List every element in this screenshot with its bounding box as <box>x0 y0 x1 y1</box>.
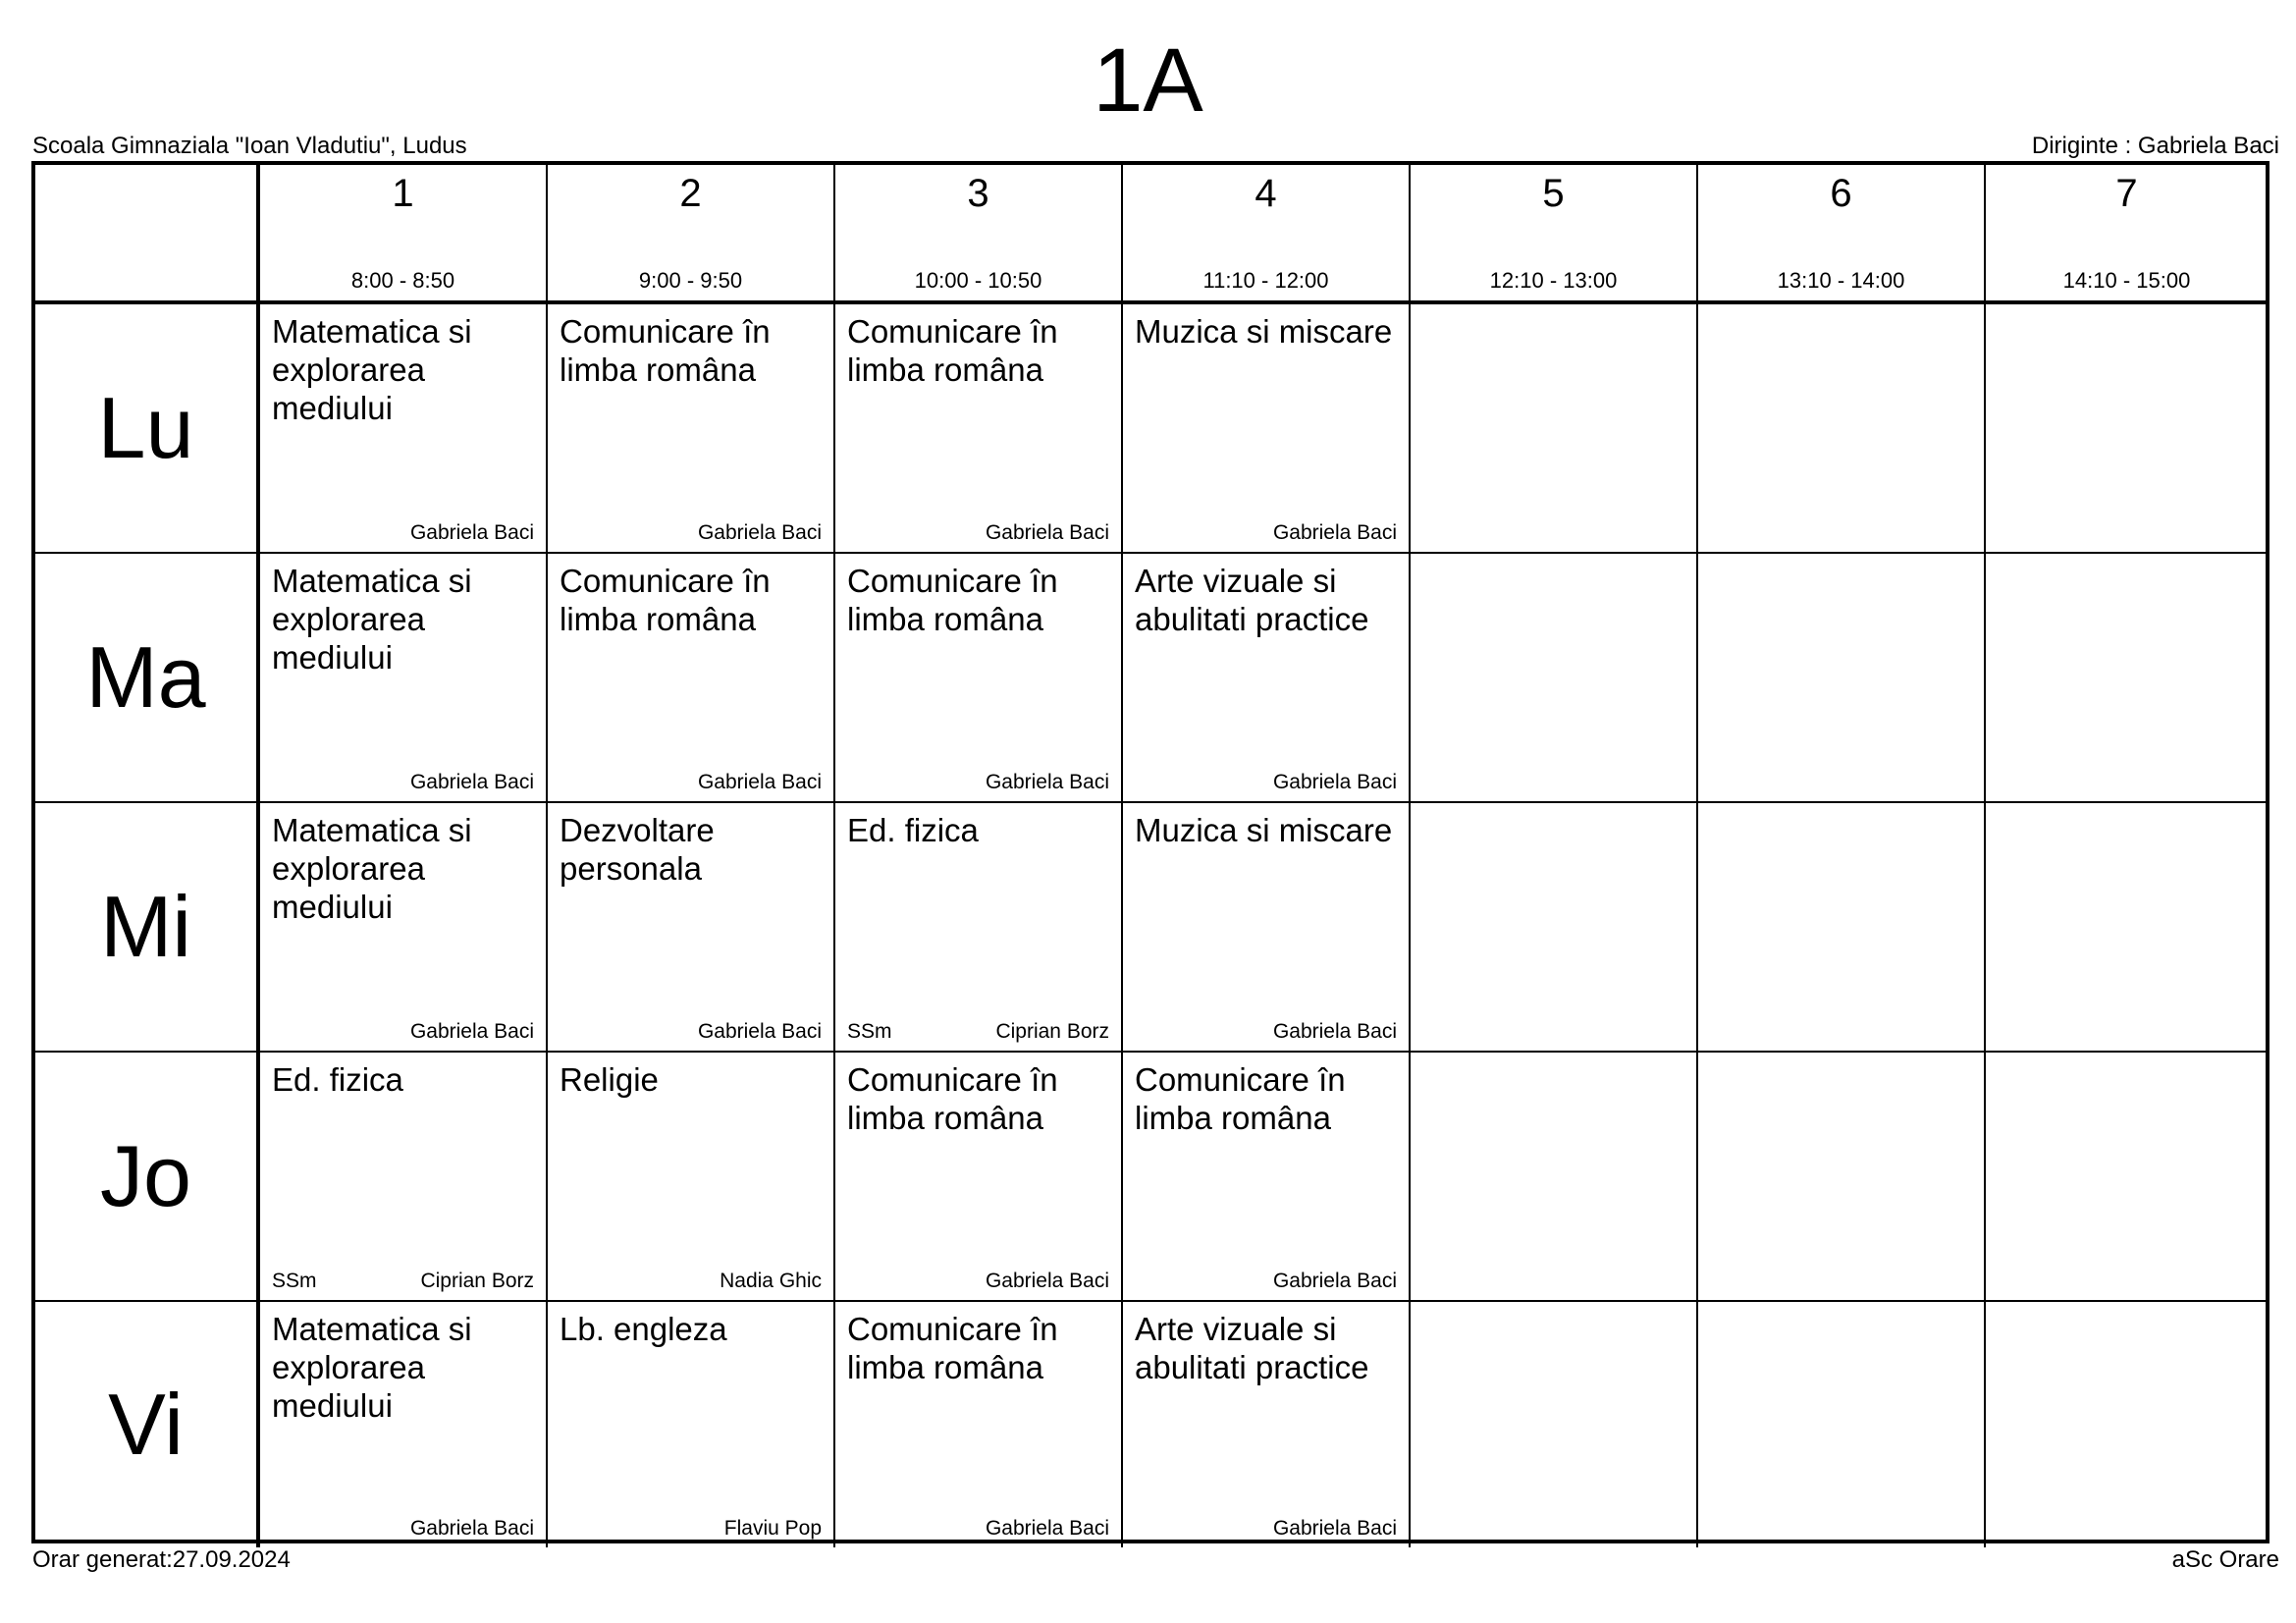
period-time: 8:00 - 8:50 <box>350 268 455 293</box>
period-header-4 <box>1123 165 1411 304</box>
teacher-name: Gabriela Baci <box>1272 521 1397 544</box>
subject-name: Ed. fizica <box>272 1061 403 1098</box>
lesson-cell <box>1698 1302 1986 1547</box>
subject-name: Religie <box>560 1061 659 1098</box>
period-header-5 <box>1411 165 1698 304</box>
teacher-name: Gabriela Baci <box>1272 771 1397 793</box>
period-header-7 <box>1986 165 2268 304</box>
lesson-cell <box>548 803 835 1053</box>
lesson-cell <box>260 803 548 1053</box>
lesson-cell <box>1986 554 2268 803</box>
lesson-cell <box>1986 304 2268 554</box>
period-number: 2 <box>679 172 702 215</box>
teacher-name: Gabriela Baci <box>985 521 1109 544</box>
subject-name: Muzica si miscare <box>1135 313 1393 350</box>
lesson-cell <box>835 554 1123 803</box>
subject-name: Matematica si explorarea mediului <box>272 313 472 426</box>
subject-name: Comunicare în limba româna <box>847 563 1058 637</box>
teacher-name: Gabriela Baci <box>697 771 822 793</box>
period-header-2 <box>548 165 835 304</box>
lesson-cell <box>260 304 548 554</box>
teacher-name: Nadia Ghic <box>720 1270 822 1292</box>
corner-cell <box>35 165 260 304</box>
lesson-cell <box>1123 304 1411 554</box>
subject-name: Matematica si explorarea mediului <box>272 812 472 925</box>
day-label: Jo <box>100 1127 191 1224</box>
subject-name: Comunicare în limba româna <box>560 313 771 388</box>
period-header-6 <box>1698 165 1986 304</box>
lesson-cell <box>548 1053 835 1302</box>
lesson-cell <box>548 554 835 803</box>
teacher-name: Flaviu Pop <box>723 1517 822 1540</box>
school-name: Scoala Gimnaziala "Ioan Vladutiu", Ludus <box>32 133 467 159</box>
subject-name: Lb. engleza <box>560 1311 727 1347</box>
lesson-cell <box>1698 554 1986 803</box>
day-label: Ma <box>85 628 206 726</box>
period-number: 4 <box>1255 172 1277 215</box>
lesson-cell <box>1123 1302 1411 1547</box>
generated-date: Orar generat:27.09.2024 <box>32 1546 291 1573</box>
teacher-name: Gabriela Baci <box>1272 1020 1397 1043</box>
teacher-name: Gabriela Baci <box>1272 1270 1397 1292</box>
teacher-name: Gabriela Baci <box>985 1517 1109 1540</box>
lesson-cell <box>1123 803 1411 1053</box>
subject-name: Comunicare în limba româna <box>560 563 771 637</box>
subject-name: Dezvoltare personala <box>560 812 715 887</box>
period-number: 7 <box>2115 172 2138 215</box>
lesson-cell <box>1986 1053 2268 1302</box>
subject-name: Matematica si explorarea mediului <box>272 1311 472 1424</box>
teacher-name: Ciprian Borz <box>995 1020 1109 1043</box>
class-teacher: Diriginte : Gabriela Baci <box>2031 133 2279 159</box>
period-number: 3 <box>967 172 989 215</box>
page-title: 1A <box>1093 30 1203 131</box>
teacher-name: Ciprian Borz <box>420 1270 534 1292</box>
day-cell <box>35 803 260 1053</box>
period-number: 1 <box>392 172 414 215</box>
day-label: Lu <box>97 379 194 476</box>
teacher-name: Gabriela Baci <box>409 1517 534 1540</box>
lesson-cell <box>260 554 548 803</box>
period-time: 12:10 - 13:00 <box>1489 268 1618 293</box>
teacher-name: Gabriela Baci <box>1272 1517 1397 1540</box>
lesson-cell <box>1123 554 1411 803</box>
subject-name: Comunicare în limba româna <box>847 1061 1058 1136</box>
teacher-name: Gabriela Baci <box>409 1020 534 1043</box>
subject-name: Muzica si miscare <box>1135 812 1393 848</box>
subject-name: Arte vizuale si abulitati practice <box>1135 563 1369 637</box>
day-cell <box>35 304 260 554</box>
timetable-grid <box>31 161 2269 1543</box>
period-time: 13:10 - 14:00 <box>1777 268 1905 293</box>
period-header-3 <box>835 165 1123 304</box>
lesson-cell <box>548 1302 835 1547</box>
lesson-cell <box>548 304 835 554</box>
subject-name: Comunicare în limba româna <box>847 313 1058 388</box>
teacher-name: Gabriela Baci <box>985 1270 1109 1292</box>
lesson-cell <box>260 1053 548 1302</box>
day-label: Vi <box>108 1376 184 1473</box>
period-header-1 <box>260 165 548 304</box>
day-cell <box>35 1053 260 1302</box>
period-time: 14:10 - 15:00 <box>2062 268 2191 293</box>
lesson-cell <box>1698 803 1986 1053</box>
teacher-name: Gabriela Baci <box>697 1020 822 1043</box>
lesson-cell <box>260 1302 548 1547</box>
teacher-name: Gabriela Baci <box>697 521 822 544</box>
subject-name: Ed. fizica <box>847 812 979 848</box>
period-number: 5 <box>1542 172 1565 215</box>
lesson-cell <box>835 304 1123 554</box>
subject-name: Arte vizuale si abulitati practice <box>1135 1311 1369 1385</box>
teacher-name: Gabriela Baci <box>409 771 534 793</box>
lesson-cell <box>1698 304 1986 554</box>
period-number: 6 <box>1830 172 1852 215</box>
room-name: SSm <box>272 1270 317 1292</box>
day-cell <box>35 1302 260 1547</box>
lesson-cell <box>1411 554 1698 803</box>
period-time: 11:10 - 12:00 <box>1202 268 1329 293</box>
day-cell <box>35 554 260 803</box>
teacher-name: Gabriela Baci <box>985 771 1109 793</box>
lesson-cell <box>835 1053 1123 1302</box>
lesson-cell <box>1411 304 1698 554</box>
lesson-cell <box>1411 1302 1698 1547</box>
period-time: 9:00 - 9:50 <box>638 268 743 293</box>
lesson-cell <box>835 1302 1123 1547</box>
lesson-cell <box>1123 1053 1411 1302</box>
lesson-cell <box>1411 803 1698 1053</box>
lesson-cell <box>1986 803 2268 1053</box>
lesson-cell <box>1411 1053 1698 1302</box>
lesson-cell <box>835 803 1123 1053</box>
room-name: SSm <box>847 1020 892 1043</box>
subject-name: Comunicare în limba româna <box>1135 1061 1346 1136</box>
software-name: aSc Orare <box>2171 1546 2279 1573</box>
lesson-cell <box>1986 1302 2268 1547</box>
teacher-name: Gabriela Baci <box>409 521 534 544</box>
lesson-cell <box>1698 1053 1986 1302</box>
subject-name: Comunicare în limba româna <box>847 1311 1058 1385</box>
period-time: 10:00 - 10:50 <box>914 268 1042 293</box>
subject-name: Matematica si explorarea mediului <box>272 563 472 676</box>
day-label: Mi <box>100 878 191 975</box>
